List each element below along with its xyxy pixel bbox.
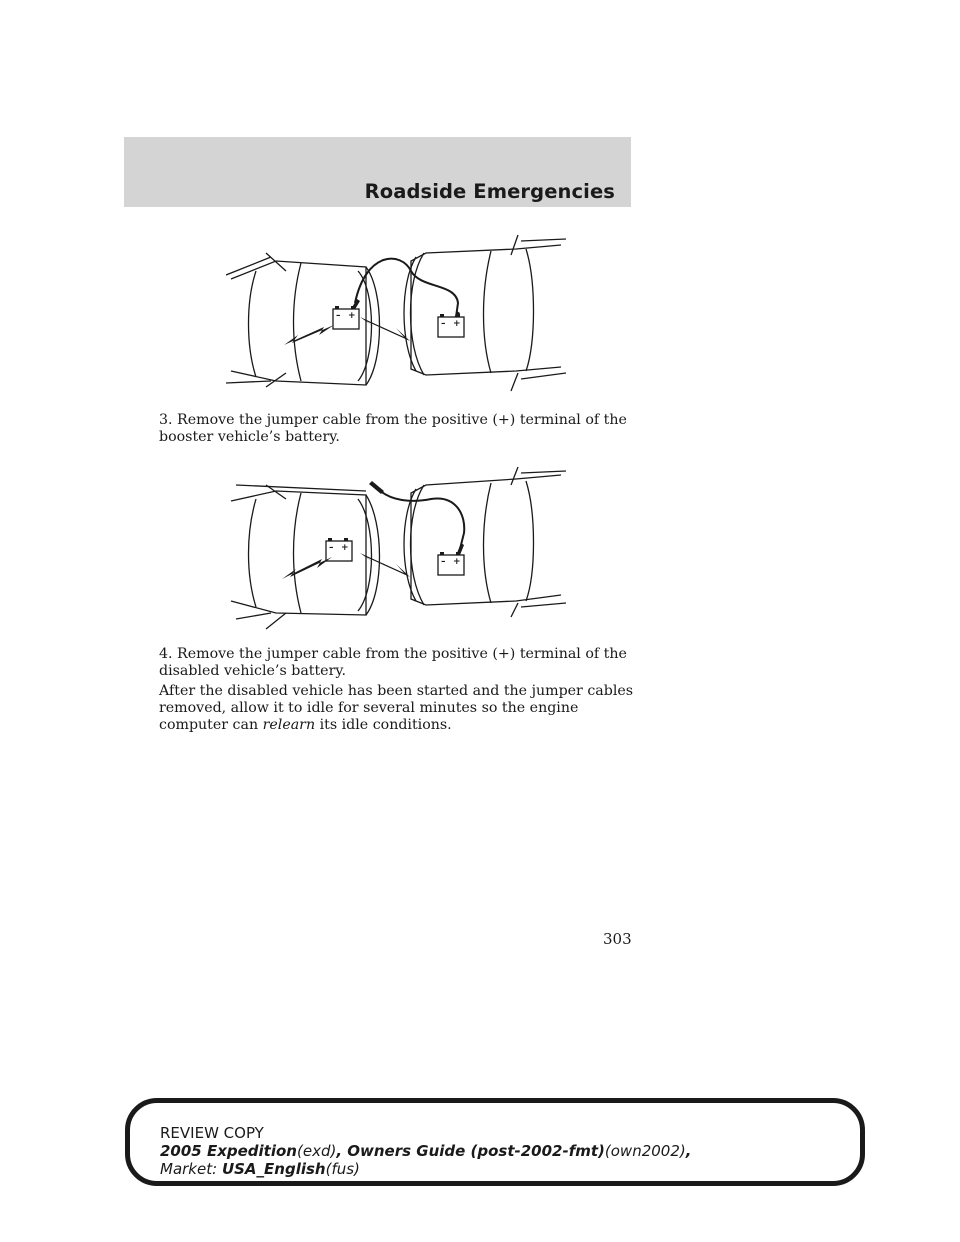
positive-sign: + [453, 557, 461, 567]
relearn-term: relearn [262, 717, 316, 733]
guide-code: (own2002) [604, 1142, 686, 1160]
disabled-vehicle [404, 467, 566, 617]
jump-start-diagram-step4 [226, 463, 566, 633]
section-title: Roadside Emergencies [364, 180, 615, 203]
negative-sign: – [329, 543, 334, 553]
jump-start-diagram-step3 [226, 231, 566, 397]
guide-comma: , [685, 1142, 692, 1160]
disabled-battery [438, 552, 464, 575]
positive-sign: + [453, 319, 461, 329]
section-header [124, 137, 631, 207]
market-label: Market: [160, 1160, 218, 1178]
positive-sign: + [348, 311, 356, 321]
idle-note-text [159, 683, 639, 734]
spark-right-icon [360, 553, 410, 577]
spark-right-icon [360, 317, 410, 341]
booster-battery [333, 306, 359, 329]
loose-cable-clamp-icon [369, 481, 384, 494]
positive-sign: + [341, 543, 349, 553]
note-text: After the disabled vehicle has been started and the jumper cables removed, allow it to idle for several minutes so the engine computer can [159, 683, 634, 733]
step-4-text: 4. Remove the jumper cable from the positive (+) terminal of the disabled vehicle’s battery. [159, 646, 627, 679]
guide-name: , Owners Guide (post-2002-fmt) [336, 1142, 605, 1160]
booster-vehicle [231, 485, 380, 629]
market-name: USA_English [221, 1160, 326, 1178]
model-code: (exd) [296, 1142, 337, 1160]
model-name: 2005 Expedition [160, 1142, 297, 1160]
disabled-battery [438, 314, 464, 337]
review-model-line [160, 1142, 691, 1160]
note-text-end: its idle conditions. [315, 717, 452, 733]
page-number: 303 [603, 930, 632, 948]
review-copy-text [160, 1124, 691, 1178]
negative-sign: – [336, 311, 341, 321]
disabled-vehicle [404, 235, 566, 391]
market-code: (fus) [325, 1160, 360, 1178]
review-market-line [160, 1160, 691, 1178]
review-label: REVIEW COPY [160, 1124, 264, 1142]
step-3-text: 3. Remove the jumper cable from the positive (+) terminal of the booster vehicle’s battery. [159, 412, 627, 445]
spark-left-icon [282, 557, 332, 579]
spark-left-icon [284, 325, 334, 345]
negative-sign: – [441, 557, 446, 567]
negative-sign: – [441, 319, 446, 329]
booster-battery [326, 538, 352, 561]
